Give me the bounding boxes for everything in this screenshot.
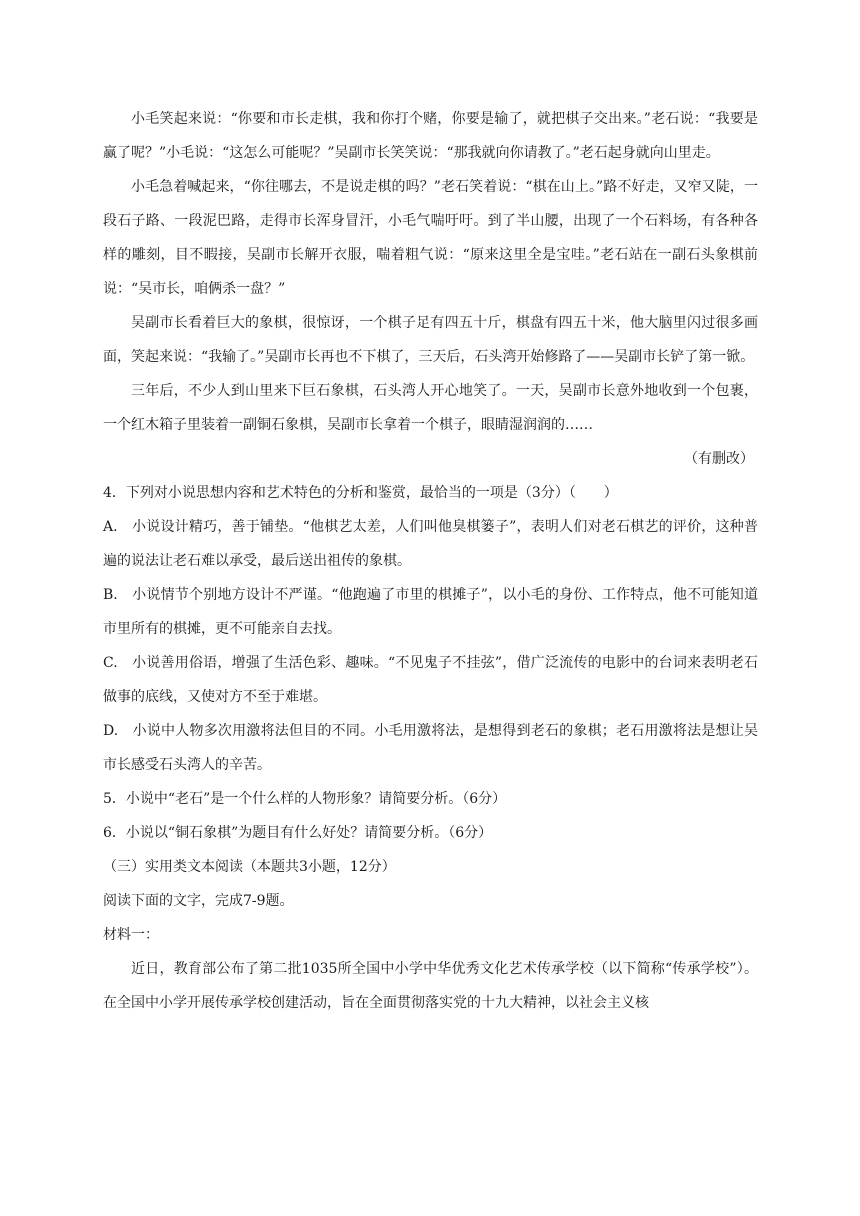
section-3-heading: （三）实用类文本阅读（本题共3小题，12分） — [103, 859, 396, 875]
question-4-option-a: A. 小说设计精巧，善于铺垫。“他棋艺太差，人们叫他臭棋篓子”，表明人们对老石棋艺的评价，这种普遍的说法让老石难以承受，最后送出祖传的象棋。 — [103, 519, 758, 569]
story-paragraph-2: 小毛急着喊起来，“你往哪去，不是说走棋的吗？”老石笑着说：“棋在山上。”路不好走，又窄又陡，一段石子路、一段泥巴路，走得市长浑身冒汗，小毛气喘吁吁。到了半山腰，出现了一个石料场，有各种各样的雕刻，目不暇接，吴副市长解开衣服，喘着粗气说：“原来这里全是宝哇。”老石站在一副石头象棋前说：“吴市长，咱俩杀一盘？” — [103, 179, 758, 297]
question-4-stem: 4．下列对小说思想内容和艺术特色的分析和鉴赏，最恰当的一项是（3分）（ ） — [103, 485, 618, 501]
question-4-option-d: D. 小说中人物多次用激将法但目的不同。小毛用激将法，是想得到老石的象棋；老石用激将法是想让吴市长感受石头湾人的辛苦。 — [103, 723, 758, 773]
material-one-text: 近日，教育部公布了第二批1035所全国中小学中华优秀文化艺术传承学校（以下简称“传承学校”）。在全国中小学开展传承学校创建活动，旨在全面贯彻落实党的十九大精神，以社会主义核 — [103, 961, 758, 1011]
story-paragraph-3: 吴副市长看着巨大的象棋，很惊讶，一个棋子足有四五十斤，棋盘有四五十米，他大脑里闪过很多画面，笑起来说：“我输了。”吴副市长再也不下棋了，三天后，石头湾开始修路了——吴副市长铲了第一锨。 — [103, 315, 758, 365]
section-3-instruction: 阅读下面的文字，完成7-9题。 — [103, 893, 294, 909]
story-paragraph-1: 小毛笑起来说：“你要和市长走棋，我和你打个赌，你要是输了，就把棋子交出来。”老石说：“我要是赢了呢？”小毛说：“这怎么可能呢？”吴副市长笑笑说：“那我就向你请教了。”老石起身就向山里走。 — [103, 111, 758, 161]
source-note: （有删改） — [684, 451, 754, 467]
question-4-option-b: B. 小说情节个别地方设计不严谨。“他跑遍了市里的棋摊子”，以小毛的身份、工作特点，他不可能知道市里所有的棋摊，更不可能亲自去找。 — [103, 587, 758, 637]
document-page — [103, 102, 758, 1020]
question-5: 5．小说中“老石”是一个什么样的人物形象？请简要分析。（6分） — [103, 791, 507, 807]
material-one-label: 材料一： — [103, 927, 159, 943]
question-6: 6．小说以“铜石象棋”为题目有什么好处？请简要分析。（6分） — [103, 825, 493, 841]
story-paragraph-4: 三年后，不少人到山里来下巨石象棋，石头湾人开心地笑了。一天，吴副市长意外地收到一个包裹，一个红木箱子里装着一副铜石象棋，吴副市长拿着一个棋子，眼睛湿润润的…… — [103, 383, 758, 433]
question-4-option-c: C. 小说善用俗语，增强了生活色彩、趣味。“不见鬼子不挂弦”，借广泛流传的电影中的台词来表明老石做事的底线，又使对方不至于难堪。 — [103, 655, 758, 705]
